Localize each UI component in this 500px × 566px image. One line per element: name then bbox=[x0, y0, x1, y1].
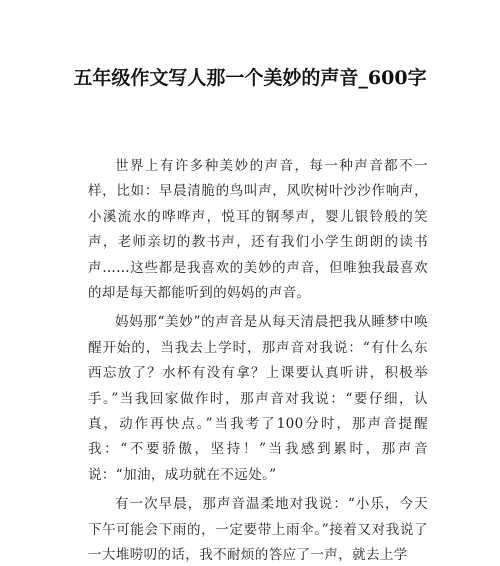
paragraph-3: 有一次早晨，那声音温柔地对我说：“小乐，今天下午可能会下雨的，一定要带上雨伞。”接着又对我说了一大堆唠叨的话，我不耐烦的答应了一声，就去上学 bbox=[88, 496, 428, 564]
article-body bbox=[88, 154, 428, 566]
paragraph-1: 世界上有许多种美妙的声音，每一种声音都不一样，比如：早晨清脆的鸟叫声，风吹树叶沙沙作响声，小溪流水的哗哗声，悦耳的钢琴声，婴儿银铃般的笑声，老师亲切的教书声，还有我们小学生朗朗的读书声……这些都是我喜欢的美妙的声音，但唯独我最喜欢的却是每天都能听到的妈妈的声音。 bbox=[88, 158, 428, 302]
paragraph-2: 妈妈那“美妙”的声音是从每天清晨把我从睡梦中唤醒开始的，当我去上学时，那声音对我说：“有什么东西忘放了？水杯有没有拿？上课要认真听讲，积极举手。”当我回家做作时，那声音对我说：“要仔细，认真，动作再快点。”当我考了100分时，那声音提醒我：“不要骄傲，坚持！”当我感到累时，那声音说：“加油，成功就在不远处。” bbox=[88, 314, 428, 483]
document-title: 五年级作文写人那一个美妙的声音_600字 bbox=[73, 67, 427, 89]
